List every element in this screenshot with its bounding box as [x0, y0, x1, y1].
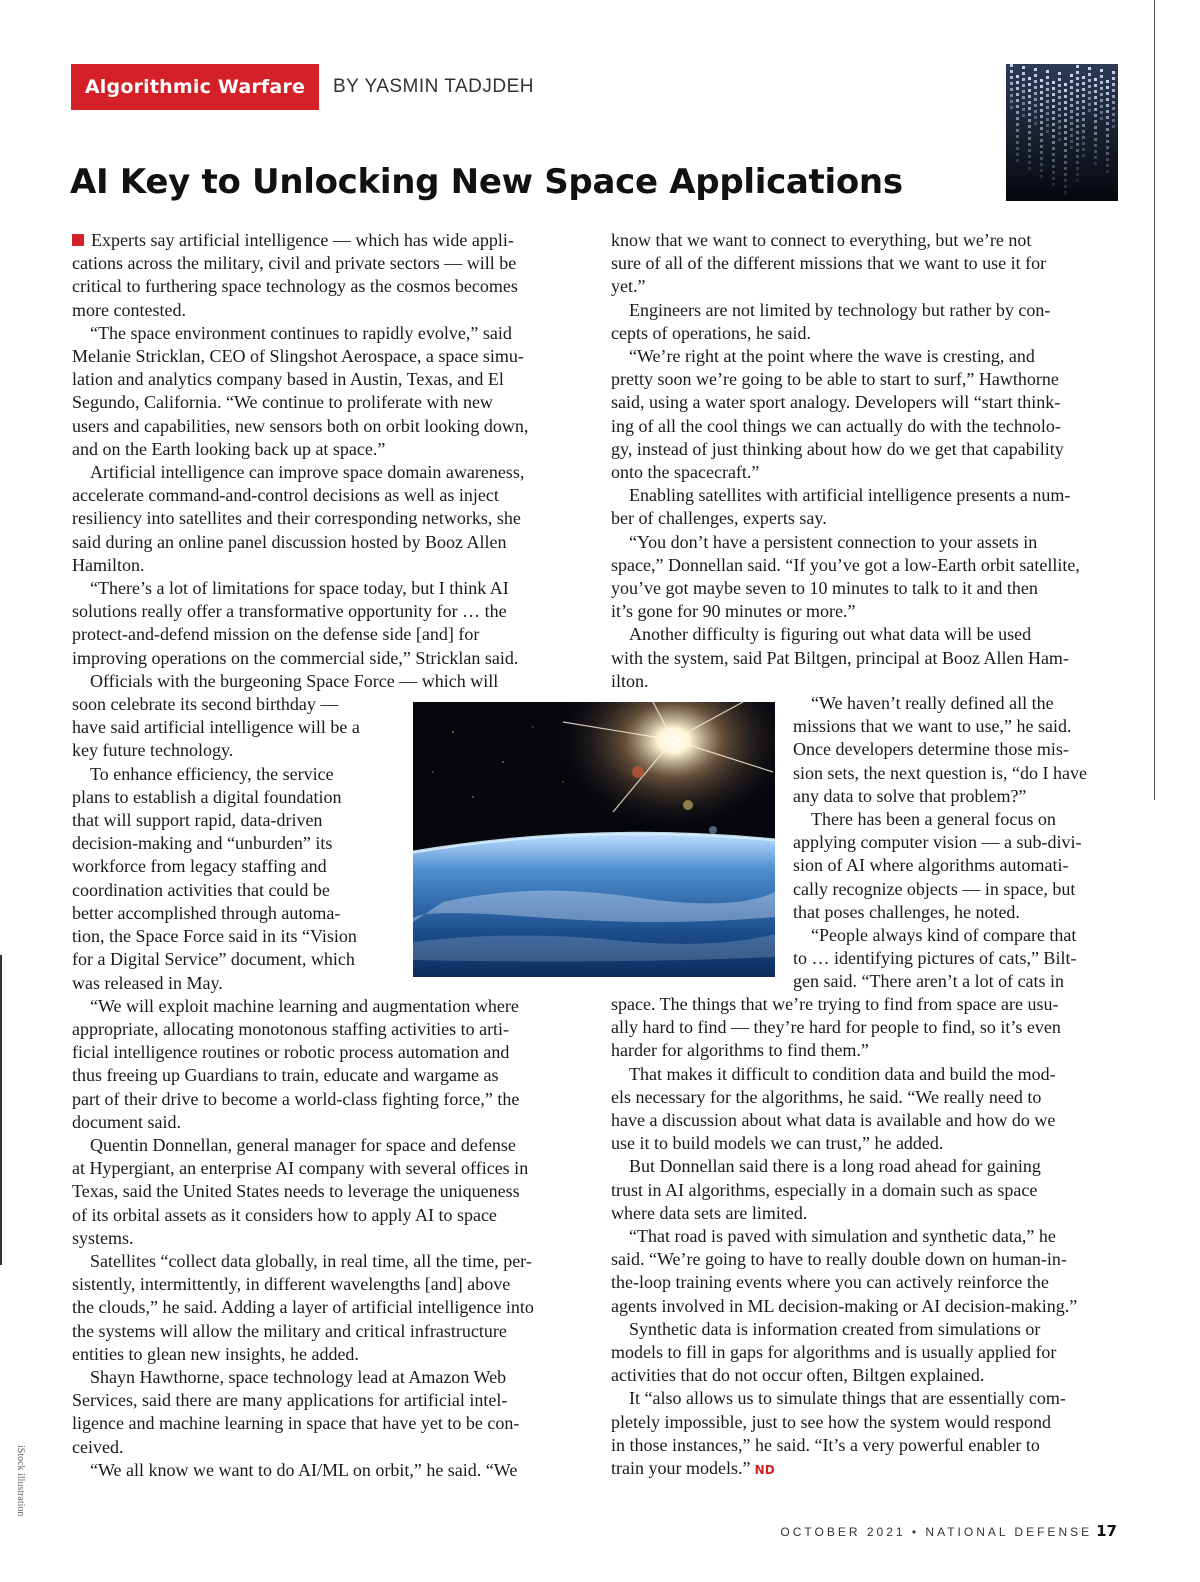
article-column-right-narrow: [793, 692, 1133, 994]
code-glyph: [1082, 124, 1085, 127]
code-glyph: [1022, 66, 1025, 69]
code-glyph: [1064, 107, 1067, 110]
code-glyph: [1028, 149, 1031, 152]
code-glyph: [1076, 83, 1079, 86]
code-glyph: [1082, 118, 1085, 121]
code-glyph: [1106, 104, 1109, 107]
code-glyph: [1106, 170, 1109, 173]
code-glyph: [1010, 82, 1013, 85]
code-glyph: [1064, 125, 1067, 128]
code-glyph: [1094, 96, 1097, 99]
article-paragraph: But Donnellan said there is a long road ahead for gaining trust in AI algorithms, especially in a domain such as space where data sets are limited.: [611, 1156, 1041, 1223]
code-glyph: [1094, 150, 1097, 153]
code-glyph: [1064, 167, 1067, 170]
code-glyph: [1040, 133, 1043, 136]
code-glyph: [1016, 141, 1019, 144]
code-glyph: [1010, 94, 1013, 97]
digital-code-thumbnail: [1006, 64, 1118, 201]
code-glyph: [1088, 79, 1091, 82]
code-glyph: [1076, 71, 1079, 74]
code-glyph: [1028, 137, 1031, 140]
code-glyph: [1064, 119, 1067, 122]
code-glyph: [1076, 167, 1079, 170]
code-glyph: [1094, 132, 1097, 135]
code-glyph: [1076, 149, 1079, 152]
code-glyph: [1016, 81, 1019, 84]
code-glyph: [1106, 80, 1109, 83]
code-glyph: [1112, 125, 1115, 128]
code-glyph: [1070, 146, 1073, 149]
code-glyph: [1112, 83, 1115, 86]
code-glyph: [1106, 134, 1109, 137]
code-glyph: [1088, 85, 1091, 88]
code-glyph: [1040, 127, 1043, 130]
code-glyph: [1052, 105, 1055, 108]
code-glyph: [1112, 101, 1115, 104]
earth-sunrise-photo: [413, 702, 775, 977]
article-paragraph: “We haven’t really defined all the missions that we want to use,” he said. Once developers determine those mis- sion sets, the next question is, “do I have any data to solve that problem?”: [793, 693, 1087, 806]
code-glyph: [1082, 154, 1085, 157]
code-glyph: [1034, 104, 1037, 107]
code-glyph: [1100, 69, 1103, 72]
code-glyph: [1094, 126, 1097, 129]
code-glyph: [1040, 151, 1043, 154]
code-glyph: [1058, 132, 1061, 135]
end-mark-icon: ND: [750, 1463, 775, 1478]
code-glyph: [1094, 84, 1097, 87]
article-paragraph: “That road is paved with simulation and synthetic data,” he said. “We’re going to have to really double down on human-in- the-loop training events where you can actively reinforce the agents involved in ML decision-making or AI decision-making.”: [611, 1226, 1078, 1316]
code-glyph: [1094, 90, 1097, 93]
binding-edge-mark: [0, 955, 2, 1265]
code-glyph: [1112, 77, 1115, 80]
code-glyph: [1070, 86, 1073, 89]
code-glyph: [1094, 78, 1097, 81]
code-glyph: [1052, 159, 1055, 162]
code-glyph: [1040, 163, 1043, 166]
code-glyph: [1058, 126, 1061, 129]
article-paragraph: There has been a general focus on applying computer vision — a sub-divi- sion of AI where algorithms automati- cally recognize objects — in space, but that poses challenges, he noted.: [793, 809, 1082, 922]
section-tag: Algorithmic Warfare: [71, 64, 319, 110]
code-glyph: [1112, 89, 1115, 92]
article-paragraph: “We’re right at the point where the wave is cresting, and pretty soon we’re going to be able to start to surf,” Hawthorne said, using a water sport analogy. Developers will “start think- ing of all the cool things we can actually do with the technolo- gy, instead of just thinking about how do we get that capability onto the spacecraft.”: [611, 346, 1064, 483]
code-glyph: [1052, 81, 1055, 84]
code-glyph: [1028, 83, 1031, 86]
byline: BY YASMIN TADJDEH: [333, 76, 535, 97]
code-glyph: [1016, 135, 1019, 138]
page-number: 17: [1096, 1522, 1117, 1540]
code-glyph: [1064, 191, 1067, 194]
code-glyph: [1100, 117, 1103, 120]
code-glyph: [1058, 84, 1061, 87]
code-glyph: [1076, 137, 1079, 140]
code-glyph: [1094, 144, 1097, 147]
code-glyph: [1082, 148, 1085, 151]
code-glyph: [1052, 87, 1055, 90]
code-glyph: [1082, 136, 1085, 139]
article-paragraph: Shayn Hawthorne, space technology lead at Amazon Web Services, said there are many applications for artificial intel- ligence and machine learning in space that have yet to be con- ceived.: [72, 1366, 520, 1457]
code-glyph: [1064, 101, 1067, 104]
lead-square-icon: [72, 234, 84, 246]
code-glyph: [1052, 171, 1055, 174]
code-glyph: [1040, 145, 1043, 148]
code-glyph: [1016, 111, 1019, 114]
code-glyph: [1064, 149, 1067, 152]
article-paragraph: Another difficulty is figuring out what data will be used with the system, said Pat Biltgen, principal at Booz Allen Ham- ilton.: [611, 624, 1069, 691]
code-glyph: [1082, 112, 1085, 115]
code-glyph: [1058, 114, 1061, 117]
code-glyph: [1046, 82, 1049, 85]
code-glyph: [1052, 111, 1055, 114]
code-glyph: [1034, 116, 1037, 119]
code-glyph: [1094, 138, 1097, 141]
code-glyph: [1070, 110, 1073, 113]
code-glyph: [1088, 109, 1091, 112]
code-glyph: [1106, 98, 1109, 101]
code-glyph: [1082, 100, 1085, 103]
code-glyph: [1010, 76, 1013, 79]
code-glyph: [1046, 76, 1049, 79]
code-glyph: [1064, 89, 1067, 92]
code-glyph: [1040, 97, 1043, 100]
code-glyph: [1016, 105, 1019, 108]
code-glyph: [1022, 96, 1025, 99]
article-paragraph: “We all know we want to do AI/ML on orbit,” he said. “We: [90, 1459, 518, 1480]
code-glyph: [1046, 118, 1049, 121]
code-glyph: [1046, 112, 1049, 115]
code-glyph: [1010, 88, 1013, 91]
code-glyph: [1076, 113, 1079, 116]
code-glyph: [1052, 135, 1055, 138]
code-glyph: [1076, 77, 1079, 80]
code-glyph: [1100, 81, 1103, 84]
code-glyph: [1028, 125, 1031, 128]
code-glyph: [1064, 161, 1067, 164]
code-glyph: [1088, 67, 1091, 70]
code-glyph: [1034, 74, 1037, 77]
code-glyph: [1076, 173, 1079, 176]
code-glyph: [1088, 103, 1091, 106]
code-glyph: [1016, 129, 1019, 132]
code-glyph: [1106, 86, 1109, 89]
code-glyph: [1046, 70, 1049, 73]
code-glyph: [1034, 68, 1037, 71]
code-glyph: [1040, 157, 1043, 160]
code-glyph: [1076, 179, 1079, 182]
code-glyph: [1052, 129, 1055, 132]
code-glyph: [1052, 117, 1055, 120]
code-glyph: [1022, 108, 1025, 111]
code-glyph: [1040, 139, 1043, 142]
code-glyph: [1058, 90, 1061, 93]
code-glyph: [1028, 107, 1031, 110]
article-paragraph: Synthetic data is information created from simulations or models to fill in gaps for algorithms and is usually applied for activities that do not occur often, Biltgen explained.: [611, 1318, 1057, 1386]
code-glyph: [1064, 83, 1067, 86]
code-glyph: [1052, 153, 1055, 156]
code-glyph: [1094, 114, 1097, 117]
code-glyph: [1040, 175, 1043, 178]
code-glyph: [1016, 153, 1019, 156]
code-glyph: [1100, 75, 1103, 78]
article-column-right-top: [611, 229, 1131, 693]
code-glyph: [1016, 87, 1019, 90]
code-glyph: [1106, 158, 1109, 161]
code-glyph: [1064, 137, 1067, 140]
code-glyph: [1076, 155, 1079, 158]
code-glyph: [1064, 113, 1067, 116]
code-glyph: [1094, 162, 1097, 165]
code-glyph: [1022, 114, 1025, 117]
code-glyph: [1106, 92, 1109, 95]
code-glyph: [1094, 156, 1097, 159]
code-glyph: [1016, 159, 1019, 162]
code-glyph: [1040, 169, 1043, 172]
code-glyph: [1112, 113, 1115, 116]
code-glyph: [1016, 93, 1019, 96]
code-glyph: [1070, 140, 1073, 143]
code-glyph: [1046, 130, 1049, 133]
article-paragraph: “The space environment continues to rapidly evolve,” said Melanie Stricklan, CEO of Slingshot Aerospace, a space simu- lation and analytics company based in Austin, Texas, and El Segundo, California. “We continue to proliferate with new users and capabilities, new sensors both on orbit looking down, and on the Earth looking back up at space.”: [72, 322, 529, 459]
code-glyph: [1064, 143, 1067, 146]
code-glyph: [1100, 99, 1103, 102]
article-paragraph: “There’s a lot of limitations for space today, but I think AI solutions really offer a transformative opportunity for … the protect-and-defend mission on the defense side [and] for improving operations on the commercial side,” Stricklan said.: [72, 578, 519, 668]
code-glyph: [1034, 86, 1037, 89]
article-paragraph: Experts say artificial intelligence — which has wide appli- cations across the military, civil and private sectors — will be critical to furthering space technology as the cosmos becomes more contested.: [72, 230, 518, 320]
code-glyph: [1058, 102, 1061, 105]
code-glyph: [1082, 106, 1085, 109]
code-glyph: [1076, 95, 1079, 98]
code-glyph: [1022, 78, 1025, 81]
code-glyph: [1058, 96, 1061, 99]
code-glyph: [1040, 121, 1043, 124]
code-glyph: [1016, 147, 1019, 150]
code-glyph: [1022, 84, 1025, 87]
footer-issue: OCTOBER 2021 • NATIONAL DEFENSE: [780, 1525, 1093, 1539]
code-glyph: [1106, 116, 1109, 119]
code-glyph: [1106, 110, 1109, 113]
code-glyph: [1058, 138, 1061, 141]
code-glyph: [1022, 72, 1025, 75]
code-glyph: [1070, 116, 1073, 119]
page-footer: [780, 1522, 1117, 1540]
code-glyph: [1088, 97, 1091, 100]
code-glyph: [1076, 119, 1079, 122]
code-glyph: [1076, 125, 1079, 128]
article-paragraph: Officials with the burgeoning Space Force — which will soon celebrate its second birthday — have said artificial intelligence will be a key future technology.: [72, 670, 499, 761]
article-paragraph: Artificial intelligence can improve space domain awareness, accelerate command-and-control decisions as well as inject resiliency into satellites and their corresponding networks, she said during an online panel discussion hosted by Booz Allen Hamilton.: [72, 462, 525, 575]
article-paragraph: That makes it difficult to condition data and build the mod- els necessary for the algorithms, he said. “We really need to have a discussion about what data is available and how do we use it to build models we can trust,” he added.: [611, 1063, 1056, 1154]
code-glyph: [1094, 120, 1097, 123]
code-glyph: [1088, 91, 1091, 94]
code-glyph: [1052, 177, 1055, 180]
code-glyph: [1070, 74, 1073, 77]
code-glyph: [1052, 147, 1055, 150]
code-glyph: [1040, 91, 1043, 94]
code-glyph: [1100, 93, 1103, 96]
code-glyph: [1052, 141, 1055, 144]
code-glyph: [1082, 76, 1085, 79]
code-glyph: [1070, 122, 1073, 125]
article-paragraph: Enabling satellites with artificial intelligence presents a num- ber of challenges, experts say.: [611, 485, 1071, 529]
article-column-right-bottom: [611, 993, 1131, 1482]
code-glyph: [1016, 99, 1019, 102]
code-glyph: [1082, 142, 1085, 145]
code-glyph: [1070, 92, 1073, 95]
code-glyph: [1046, 124, 1049, 127]
code-glyph: [1064, 185, 1067, 188]
code-glyph: [1040, 115, 1043, 118]
code-glyph: [1040, 79, 1043, 82]
code-glyph: [1010, 70, 1013, 73]
code-glyph: [1064, 131, 1067, 134]
code-glyph: [1070, 98, 1073, 101]
code-glyph: [1010, 64, 1013, 67]
article-paragraph: “You don’t have a persistent connection to your assets in space,” Donnellan said. “If you’ve got a low-Earth orbit satellite, you’ve got maybe seven to 10 minutes to talk to it and then it’s gone for 90 minutes or more.”: [611, 531, 1080, 622]
article-paragraph: Quentin Donnellan, general manager for space and defense at Hypergiant, an enterprise AI company with several offices in Texas, said the United States needs to leverage the uniqueness of its orbital assets as it considers how to apply AI to space systems.: [72, 1134, 529, 1248]
code-glyph: [1088, 73, 1091, 76]
code-glyph: [1112, 107, 1115, 110]
code-glyph: [1016, 117, 1019, 120]
code-glyph: [1064, 179, 1067, 182]
code-glyph: [1028, 95, 1031, 98]
code-glyph: [1076, 143, 1079, 146]
code-glyph: [1064, 155, 1067, 158]
code-glyph: [1028, 89, 1031, 92]
code-glyph: [1100, 111, 1103, 114]
article-paragraph: “People always kind of compare that to … identifying pictures of cats,” Bilt- gen said. “There aren’t a lot of cats in: [793, 925, 1077, 992]
code-glyph: [1058, 72, 1061, 75]
code-glyph: [1082, 130, 1085, 133]
image-credit: iStock illustration: [15, 1445, 26, 1517]
code-glyph: [1082, 88, 1085, 91]
code-glyph: [1094, 102, 1097, 105]
code-glyph: [1028, 113, 1031, 116]
code-glyph: [1022, 102, 1025, 105]
code-glyph: [1016, 75, 1019, 78]
code-glyph: [1076, 107, 1079, 110]
code-glyph: [1064, 95, 1067, 98]
code-glyph: [1052, 93, 1055, 96]
code-glyph: [1076, 101, 1079, 104]
code-glyph: [1040, 109, 1043, 112]
article-paragraph: To enhance efficiency, the service plans to establish a digital foundation that will support rapid, data-driven decision-making and “unburden” its workforce from legacy staffing and coordination activities that could be better accomplished through automa- tion, the Space Force said in its “Vision for a Digital Service” document, which was released in May.: [72, 763, 357, 993]
code-glyph: [1070, 134, 1073, 137]
code-glyph: [1106, 152, 1109, 155]
code-glyph: [1034, 98, 1037, 101]
code-glyph: [1028, 143, 1031, 146]
code-glyph: [1112, 95, 1115, 98]
code-glyph: [1028, 77, 1031, 80]
code-glyph: [1070, 128, 1073, 131]
code-glyph: [1046, 100, 1049, 103]
code-glyph: [1052, 99, 1055, 102]
code-glyph: [1028, 131, 1031, 134]
code-glyph: [1058, 108, 1061, 111]
code-glyph: [1052, 165, 1055, 168]
code-glyph: [1112, 71, 1115, 74]
code-glyph: [1040, 85, 1043, 88]
code-glyph: [1046, 88, 1049, 91]
code-glyph: [1076, 131, 1079, 134]
code-glyph: [1034, 110, 1037, 113]
code-glyph: [1052, 183, 1055, 186]
code-glyph: [1010, 100, 1013, 103]
code-glyph: [1058, 120, 1061, 123]
code-glyph: [1028, 101, 1031, 104]
code-glyph: [1022, 90, 1025, 93]
code-glyph: [1058, 78, 1061, 81]
article-paragraph: It “also allows us to simulate things that are essentially com- pletely impossible, just to see how the system would respond in those instances,” he said. “It’s a very powerful enabler to train your models.” ND: [611, 1388, 1066, 1479]
code-glyph: [1064, 173, 1067, 176]
code-glyph: [1082, 94, 1085, 97]
code-glyph: [1016, 123, 1019, 126]
code-glyph: [1028, 161, 1031, 164]
code-glyph: [1010, 106, 1013, 109]
code-glyph: [1040, 103, 1043, 106]
code-glyph: [1052, 123, 1055, 126]
code-glyph: [1034, 122, 1037, 125]
code-glyph: [1106, 146, 1109, 149]
code-glyph: [1028, 119, 1031, 122]
article-paragraph: Satellites “collect data globally, in real time, all the time, per- sistently, intermittently, in different wavelengths [and] above the clouds,” he said. Adding a layer of artificial intelligence into the systems will allow the military and critical infrastructure entities to glean new insights, he added.: [72, 1250, 534, 1364]
code-glyph: [1034, 80, 1037, 83]
article-paragraph: Engineers are not limited by technology but rather by con- cepts of operations, he said.: [611, 299, 1051, 343]
code-glyph: [1046, 106, 1049, 109]
code-glyph: [1082, 82, 1085, 85]
code-glyph: [1028, 155, 1031, 158]
code-glyph: [1106, 164, 1109, 167]
code-glyph: [1094, 108, 1097, 111]
code-glyph: [1106, 140, 1109, 143]
article-paragraph: “We will exploit machine learning and augmentation where appropriate, allocating monotonous staffing activities to arti- ficial intelligence routines or robotic process automation and thus freeing up Guardians to train, educate and wargame as part of their drive to become a world-class fighting force,” the document said.: [72, 995, 520, 1132]
page-edge-rule: [1154, 0, 1155, 800]
article-paragraph: space. The things that we’re trying to find from space are usu- ally hard to find — they’re hard for people to find, so it’s even harder for algorithms to find them.”: [611, 994, 1061, 1061]
code-glyph: [1046, 94, 1049, 97]
headline: AI Key to Unlocking New Space Applications: [70, 162, 903, 202]
code-glyph: [1076, 89, 1079, 92]
code-glyph: [1106, 128, 1109, 131]
code-glyph: [1100, 87, 1103, 90]
code-glyph: [1028, 167, 1031, 170]
code-glyph: [1070, 80, 1073, 83]
code-glyph: [1070, 104, 1073, 107]
code-glyph: [1076, 161, 1079, 164]
code-glyph: [1100, 105, 1103, 108]
code-glyph: [1106, 122, 1109, 125]
code-glyph: [1112, 119, 1115, 122]
code-glyph: [1034, 92, 1037, 95]
code-glyph: [1076, 65, 1079, 68]
article-paragraph: know that we want to connect to everything, but we’re not sure of all of the different missions that we want to use it for yet.”: [611, 230, 1047, 297]
